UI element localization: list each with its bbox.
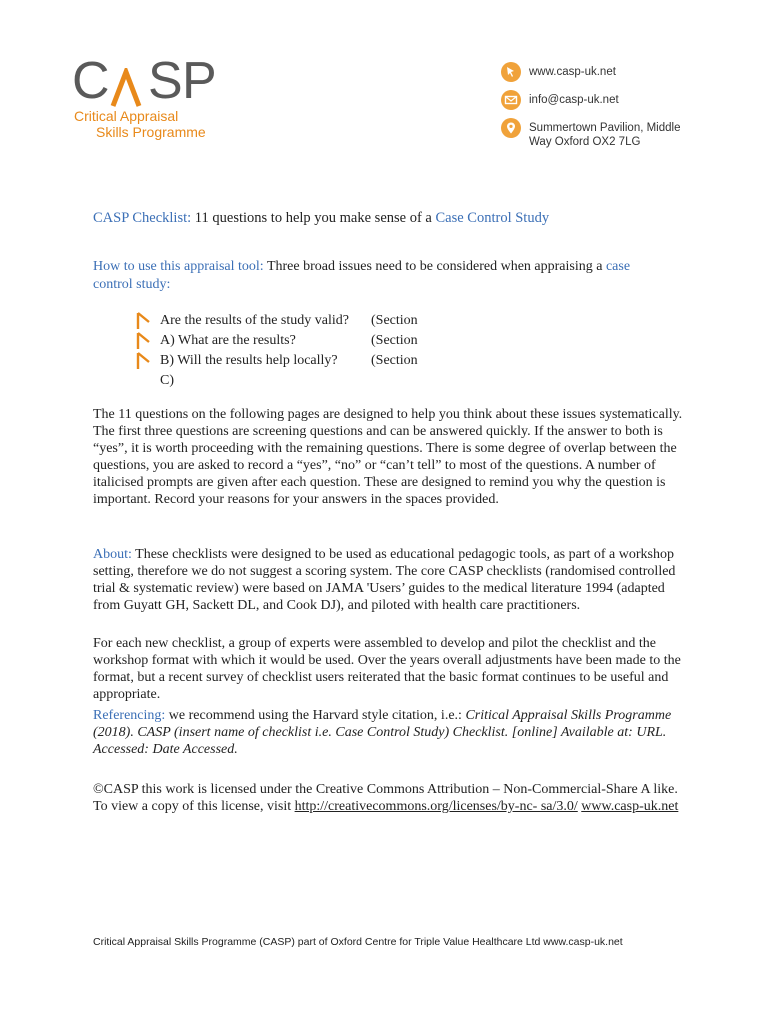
issue-item (135, 351, 455, 371)
location-pin-icon (501, 118, 521, 138)
orange-flag-icon (135, 352, 153, 370)
issues-list (135, 311, 455, 391)
referencing-text: we recommend using the Harvard style citation, i.e.: (165, 708, 466, 723)
logo-subtitle-line1: Critical Appraisal (74, 108, 179, 124)
referencing-paragraph (93, 707, 683, 758)
issue-item (135, 331, 455, 351)
title-suffix: Case Control Study (435, 210, 550, 226)
logo-letter-p: P (182, 52, 217, 110)
address-line2: Way Oxford OX2 7LG (529, 136, 641, 148)
logo-subtitle-line2: Skills Programme (96, 124, 206, 140)
referencing-citation: Critical Appraisal Skills Programme (2018). CASP (insert name of checklist i.e. Case Control Study) Checklist. [online] Available at: URL. Accessed: Date Accessed. (93, 708, 672, 757)
page-footer: Critical Appraisal Skills Programme (CASP) part of Oxford Centre for Triple Value Healthcare Ltd www.casp-uk.net (93, 936, 623, 948)
logo-letter-c: C (72, 52, 110, 110)
email-icon (501, 90, 521, 110)
logo-a-chevron-icon (110, 68, 142, 108)
new-checklist-paragraph: For each new checklist, a group of experts were assembled to develop and pilot the checklist and the workshop format with which it would be used. Over the years overall adjustments have been made to the format, but a recent survey of checklist users reiterated that the basic format continues to be useful and appropriate. (93, 636, 681, 702)
license-text: ©CASP this work is licensed under the Creative Commons Attribution – Non-Commercial-Share A like. To view a copy of this license, visit (93, 782, 678, 814)
issue-section: (Section (371, 313, 418, 328)
license-link[interactable]: http://creativecommons.org/licenses/by-nc- sa/3.0/ (294, 799, 578, 814)
howto-label: How to use this appraisal tool: (93, 259, 264, 274)
issue-item (135, 371, 455, 391)
howto-tail: case control study: (93, 259, 631, 292)
about-text: These checklists were designed to be used as educational pedagogic tools, as part of a workshop setting, therefore we do not suggest a scoring system. The core CASP checklists (randomised controlled trial & systematic review) were based on JAMA 'Users’ guides to the medical literature 1994 (adapted from Guyatt GH, Sackett DL, and Cook DJ), and piloted with health care practitioners. (93, 547, 676, 613)
logo-subtitle (74, 108, 206, 140)
checklist-title (93, 210, 549, 227)
contact-web (501, 62, 680, 82)
issue-section: (Section (371, 333, 418, 348)
howto-paragraph (93, 258, 673, 294)
contact-email (501, 90, 680, 110)
orange-flag-icon (135, 312, 153, 330)
contact-block (501, 62, 680, 157)
contact-address-text (529, 118, 680, 149)
web-icon (501, 62, 521, 82)
contact-email-text[interactable]: info@casp-uk.net (529, 94, 619, 106)
issue-text: Are the results of the study valid? (160, 313, 349, 328)
intro-paragraph: The 11 questions on the following pages are designed to help you think about these issues systematically. The first three questions are screening questions and can be answered quickly. If the answer to both is “yes”, it is worth proceeding with the remaining questions. There is some degree of overlap between the questions, you are asked to record a “yes”, “no” or “can’t tell” to most of the questions. A number of italicised prompts are given after each question. These are designed to remind you why the question is important. Record your reasons for your answers in the spaces provided. (93, 407, 683, 507)
orange-flag-icon (135, 332, 153, 350)
howto-text: Three broad issues need to be considered when appraising a (263, 259, 606, 274)
casp-website-link[interactable]: www.casp-uk.net (581, 799, 679, 814)
issue-text: B) Will the results help locally? (160, 353, 338, 368)
title-prefix: CASP Checklist: (93, 210, 192, 226)
contact-web-text[interactable]: www.casp-uk.net (529, 66, 616, 78)
license-paragraph (93, 781, 683, 815)
issue-section: (Section (371, 353, 418, 368)
about-paragraph (93, 546, 683, 614)
title-middle: 11 questions to help you make sense of a (191, 210, 436, 226)
address-line1: Summertown Pavilion, Middle (529, 122, 681, 134)
referencing-label: Referencing: (93, 708, 166, 723)
contact-address (501, 118, 680, 149)
logo-letter-s: S (148, 52, 183, 110)
about-label: About: (93, 547, 132, 562)
issue-text: C) (160, 373, 174, 388)
casp-logo (72, 52, 252, 148)
issue-text: A) What are the results? (160, 333, 296, 348)
issue-item (135, 311, 455, 331)
